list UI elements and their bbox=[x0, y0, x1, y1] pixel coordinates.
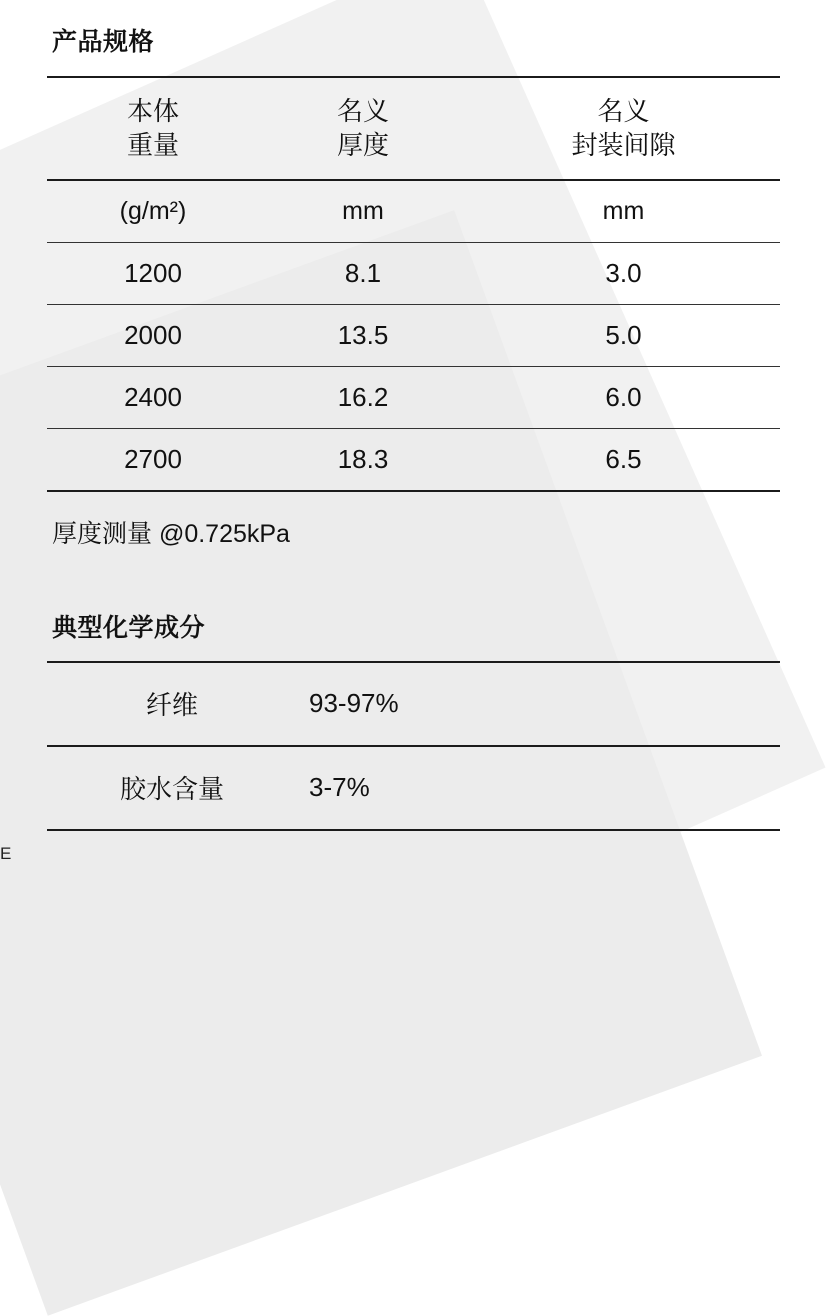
page-edge-mark: E bbox=[0, 844, 12, 863]
column-header-line2: 封装间隙 bbox=[571, 130, 676, 161]
cell-component-name: 胶水含量 bbox=[119, 774, 224, 805]
product-specification-table bbox=[47, 76, 780, 492]
column-header-body-weight bbox=[47, 77, 259, 180]
cell-package-gap: 6.5 bbox=[467, 428, 780, 491]
chemical-section-title: 典型化学成分 bbox=[52, 613, 206, 642]
cell-body-weight: 2000 bbox=[47, 304, 259, 366]
cell-body-weight: 1200 bbox=[47, 242, 259, 304]
cell-component-value: 3-7% bbox=[309, 772, 370, 803]
cell-body-weight: 2400 bbox=[47, 366, 259, 428]
cell-thickness: 18.3 bbox=[259, 428, 467, 491]
cell-component-name: 纤维 bbox=[145, 690, 198, 721]
column-header-nominal-package-gap bbox=[467, 77, 780, 180]
table-row-units bbox=[47, 180, 780, 243]
table-row bbox=[47, 304, 780, 366]
cell-component-value: 93-97% bbox=[309, 688, 399, 719]
column-header-line1: 名义 bbox=[597, 96, 650, 126]
column-header-line2: 厚度 bbox=[336, 130, 389, 161]
table-header-row bbox=[47, 77, 780, 180]
cell-package-gap: 3.0 bbox=[467, 242, 780, 304]
cell-thickness: 13.5 bbox=[259, 304, 467, 366]
thickness-measurement-note: 厚度测量 @0.725kPa bbox=[52, 519, 290, 548]
chemical-composition-table bbox=[47, 661, 780, 831]
column-header-line2: 重量 bbox=[126, 130, 179, 161]
cell-package-gap: 5.0 bbox=[467, 304, 780, 366]
table-row bbox=[47, 428, 780, 491]
column-header-line1: 本体 bbox=[126, 96, 179, 126]
column-header-line1: 名义 bbox=[336, 96, 389, 126]
table-row bbox=[47, 662, 780, 746]
cell-body-weight: 2700 bbox=[47, 428, 259, 491]
cell-package-gap: 6.0 bbox=[467, 366, 780, 428]
table-row bbox=[47, 746, 780, 830]
cell-thickness: 8.1 bbox=[259, 242, 467, 304]
cell-thickness: 16.2 bbox=[259, 366, 467, 428]
unit-cell-package-gap: mm bbox=[467, 180, 780, 243]
unit-cell-body-weight: (g/m²) bbox=[47, 180, 259, 243]
table-row bbox=[47, 242, 780, 304]
spec-section-title: 产品规格 bbox=[52, 28, 155, 56]
column-header-nominal-thickness bbox=[259, 77, 467, 180]
table-row bbox=[47, 366, 780, 428]
unit-cell-thickness: mm bbox=[259, 180, 467, 243]
